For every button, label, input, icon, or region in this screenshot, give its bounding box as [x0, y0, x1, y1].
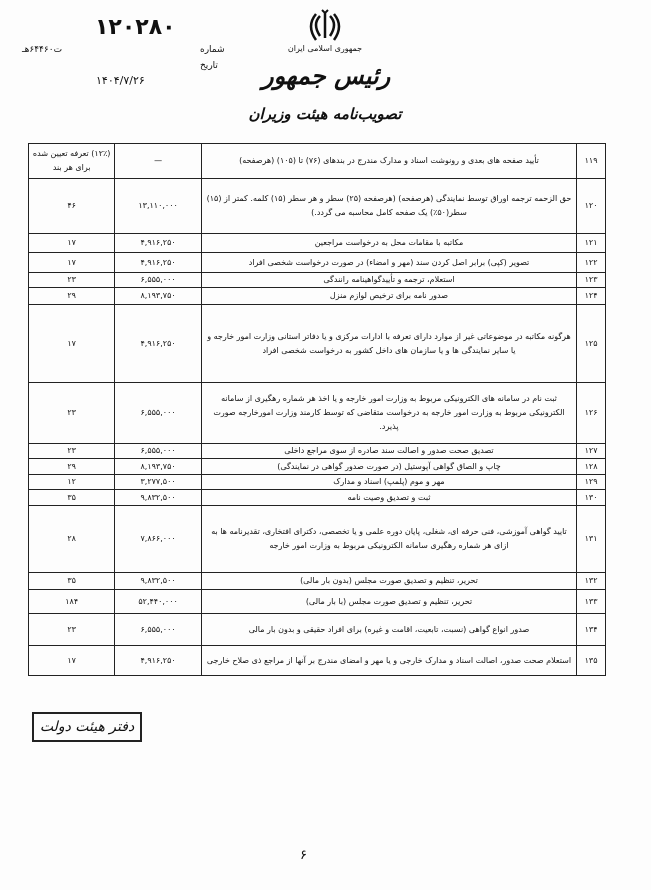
page-number: ۶: [300, 848, 307, 863]
office-title: رئیس جمهور: [262, 62, 391, 90]
item-number: ۱۲۷: [577, 444, 606, 459]
item-number: ۱۳۳: [577, 590, 606, 614]
table-row: [29, 288, 606, 305]
item-description: چاپ و الصاق گواهی آپوستیل (در صورت صدور گواهی در نمایندگی): [201, 459, 576, 475]
letter-date: ۱۴۰۴/۷/۲۶: [96, 74, 145, 87]
table-row: [29, 459, 606, 475]
table-row: [29, 614, 606, 646]
item-share: (۱۲٪) تعرفه تعیین شده برای هر بند: [29, 144, 115, 179]
item-amount: ۳,۲۷۷,۵۰۰: [115, 475, 202, 490]
item-number: ۱۲۰: [577, 179, 606, 234]
item-description: مهر و موم (پلمپ) اسناد و مدارک: [201, 475, 576, 490]
item-amount: ۱۳,۱۱۰,۰۰۰: [115, 179, 202, 234]
item-amount: ۴,۹۱۶,۲۵۰: [115, 646, 202, 676]
item-description: حق الزحمه ترجمه اوراق توسط نمایندگی (هرصفحه) (هرصفحه (۲۵) سطر و هر سطر (۱۵) کلمه. کمتر از (۱۵) سطر(۵۰٪) یک صفحه کامل محاسبه می گردد.): [201, 179, 576, 234]
item-amount: ۴,۹۱۶,۲۵۰: [115, 253, 202, 273]
country-name: جمهوری اسلامی ایران: [287, 44, 363, 53]
item-number: ۱۱۹: [577, 144, 606, 179]
item-number: ۱۳۵: [577, 646, 606, 676]
item-share: ۱۲: [29, 475, 115, 490]
item-number: ۱۳۴: [577, 614, 606, 646]
item-number: ۱۲۲: [577, 253, 606, 273]
item-amount: ۹,۸۳۲,۵۰۰: [115, 490, 202, 506]
item-amount: ۷,۸۶۶,۰۰۰: [115, 506, 202, 573]
item-share: ۲۳: [29, 614, 115, 646]
table-row: [29, 506, 606, 573]
table-row: [29, 234, 606, 253]
item-description: صدور نامه برای ترخیص لوازم منزل: [201, 288, 576, 305]
item-description: هرگونه مکاتبه در موضوعاتی غیر از موارد دارای تعرفه با ادارات مرکزی و یا دفاتر استانی وزارت امور خارجه و یا سایر نمایندگی ها و یا سازمان های داخل کشور به درخواست شخصی افراد: [201, 305, 576, 383]
item-number: ۱۲۶: [577, 383, 606, 444]
item-description: تحریر، تنظیم و تصدیق صورت مجلس (بدون بار مالی): [201, 573, 576, 590]
item-amount: ۸,۱۹۳,۷۵۰: [115, 288, 202, 305]
item-number: ۱۳۱: [577, 506, 606, 573]
item-amount: ۹,۸۳۲,۵۰۰: [115, 573, 202, 590]
item-share: ۳۵: [29, 573, 115, 590]
item-description: تأیید صفحه های بعدی و رونوشت اسناد و مدارک مندرج در بندهای (۷۶) تا (۱۰۵) (هرصفحه): [201, 144, 576, 179]
item-share: ۲۳: [29, 383, 115, 444]
item-share: ۲۹: [29, 459, 115, 475]
item-share: ۲۸: [29, 506, 115, 573]
item-amount: ۴,۹۱۶,۲۵۰: [115, 234, 202, 253]
item-description: مکاتبه با مقامات محل به درخواست مراجعین: [201, 234, 576, 253]
item-description: استعلام، ترجمه و تأییدگواهینامه رانندگی: [201, 273, 576, 288]
item-description: ثبت و تصدیق وصیت نامه: [201, 490, 576, 506]
item-share: ۴۶: [29, 179, 115, 234]
item-amount: ۶,۵۵۵,۰۰۰: [115, 444, 202, 459]
item-share: ۱۸۴: [29, 590, 115, 614]
item-description: تصویر (کپی) برابر اصل کردن سند (مهر و امضاء) در صورت درخواست شخصی افراد: [201, 253, 576, 273]
item-number: ۱۳۰: [577, 490, 606, 506]
table-row: [29, 475, 606, 490]
table-row: [29, 646, 606, 676]
number-label: شماره: [200, 45, 225, 55]
item-description: صدور انواع گواهی (نسبت، تابعیت، اقامت و غیره) برای افراد حقیقی و بدون بار مالی: [201, 614, 576, 646]
table-row: [29, 383, 606, 444]
item-share: ۲۳: [29, 273, 115, 288]
reference-code: ت۶۴۴۶۰هـ: [22, 45, 63, 55]
item-share: ۱۷: [29, 234, 115, 253]
item-amount: ۶,۵۵۵,۰۰۰: [115, 383, 202, 444]
table-row: [29, 490, 606, 506]
item-amount: ۸,۱۹۳,۷۵۰: [115, 459, 202, 475]
table-row: [29, 253, 606, 273]
item-share: ۱۷: [29, 253, 115, 273]
item-description: تایید گواهی آموزشی، فنی حرفه ای، شغلی، پایان دوره علمی و یا تخصصی، دکترای افتخاری، تقدیرنامه ها به ازای هر شماره رهگیری سامانه الکترونیکی مربوط به وزارت امور خارجه: [201, 506, 576, 573]
item-description: ثبت نام در سامانه های الکترونیکی مربوط به وزارت امور خارجه و یا اخذ هر شماره رهگیری از سامانه الکترونیکی مربوط به وزارت امور خارجه به درخواست متقاضی که توسط کارمند وزارت امورخارجه صورت پذیرد.: [201, 383, 576, 444]
item-description: تحریر، تنظیم و تصدیق صورت مجلس (با بار مالی): [201, 590, 576, 614]
item-number: ۱۲۱: [577, 234, 606, 253]
tariff-table: [28, 143, 606, 676]
item-number: ۱۲۹: [577, 475, 606, 490]
table-row: [29, 179, 606, 234]
item-amount: ۶,۵۵۵,۰۰۰: [115, 273, 202, 288]
item-amount: —: [115, 144, 202, 179]
item-number: ۱۲۳: [577, 273, 606, 288]
table-row: [29, 590, 606, 614]
table-row: [29, 573, 606, 590]
document-subtitle: تصویب‌نامه هیئت وزیران: [248, 105, 402, 123]
item-share: ۱۷: [29, 305, 115, 383]
item-number: ۱۳۲: [577, 573, 606, 590]
iran-emblem-icon: [308, 8, 342, 46]
letter-number: ۱۲۰۲۸۰: [95, 15, 176, 40]
table-row: [29, 273, 606, 288]
item-number: ۱۲۴: [577, 288, 606, 305]
item-number: ۱۲۵: [577, 305, 606, 383]
table-row: [29, 444, 606, 459]
item-share: ۱۷: [29, 646, 115, 676]
item-share: ۳۵: [29, 490, 115, 506]
item-amount: ۴,۹۱۶,۲۵۰: [115, 305, 202, 383]
item-amount: ۵۲,۴۴۰,۰۰۰: [115, 590, 202, 614]
item-description: استعلام صحت صدور، اصالت اسناد و مدارک خارجی و یا مهر و امضای مندرج بر آنها از مراجع ذی صلاح خارجی: [201, 646, 576, 676]
date-label: تاریخ: [200, 61, 218, 71]
item-share: ۲۳: [29, 444, 115, 459]
item-number: ۱۲۸: [577, 459, 606, 475]
item-description: تصدیق صحت صدور و اصالت سند صادره از سوی مراجع داخلی: [201, 444, 576, 459]
table-row: [29, 144, 606, 179]
table-row: [29, 305, 606, 383]
item-amount: ۶,۵۵۵,۰۰۰: [115, 614, 202, 646]
office-stamp: دفتر هیئت دولت: [32, 712, 142, 742]
item-share: ۲۹: [29, 288, 115, 305]
